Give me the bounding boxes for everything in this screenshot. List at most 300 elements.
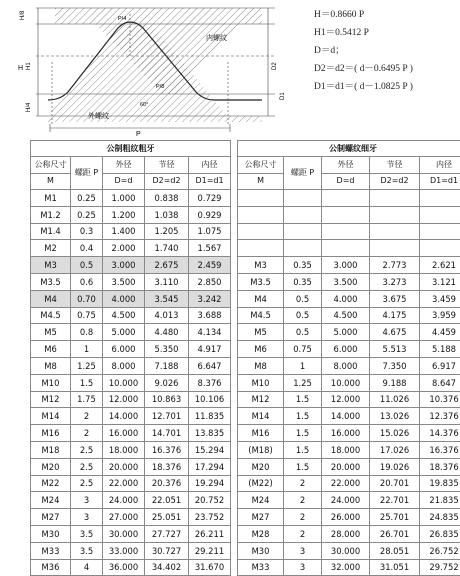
label-external-thread: 外螺纹: [88, 113, 109, 120]
table-cell: 28.051: [370, 542, 420, 559]
fine-col-major: 外径: [322, 157, 370, 174]
fine-table-title: 公制螺纹细牙: [238, 141, 460, 157]
table-cell: M1.2: [31, 206, 71, 223]
table-cell: 5.188: [420, 341, 460, 358]
table-cell: 5.000: [103, 324, 145, 341]
table-cell: 0.3: [71, 223, 103, 240]
table-cell: 10.000: [322, 374, 370, 391]
coarse-table-body: [31, 190, 231, 576]
table-cell: [322, 206, 370, 223]
table-cell: 19.835: [420, 475, 460, 492]
table-cell: 2.850: [189, 273, 231, 290]
table-cell: [370, 206, 420, 223]
col-pitch-diameter: 节径: [145, 157, 189, 174]
table-row: [238, 408, 460, 425]
table-cell: 23.752: [189, 509, 231, 526]
table-cell: M14: [31, 408, 71, 425]
table-row: [238, 290, 460, 307]
table-cell: 4.675: [370, 324, 420, 341]
table-row: [31, 341, 231, 358]
table-cell: 0.5: [284, 307, 322, 324]
col-minor: 内径: [189, 157, 231, 174]
table-cell: 4.917: [189, 341, 231, 358]
table-cell: 34.402: [145, 559, 189, 576]
table-cell: 4: [71, 559, 103, 576]
table-row: [238, 458, 460, 475]
table-cell: 1.25: [284, 374, 322, 391]
table-cell: 22.000: [322, 475, 370, 492]
table-row: [31, 509, 231, 526]
table-cell: M20: [31, 458, 71, 475]
table-cell: 1.400: [103, 223, 145, 240]
table-cell: 6.917: [420, 357, 460, 374]
label-d1: D1: [280, 92, 286, 100]
table-cell: [238, 206, 284, 223]
label-h-4-bottom: H/4: [26, 102, 32, 112]
table-cell: 3.000: [103, 257, 145, 274]
col-pitch-diameter-symbol: D2=d2: [145, 173, 189, 190]
table-cell: 4.500: [322, 307, 370, 324]
formula-list: [314, 6, 454, 96]
table-row: [238, 341, 460, 358]
table-cell: 3.545: [145, 290, 189, 307]
table-row: [31, 240, 231, 257]
col-major-symbol: D=d: [103, 173, 145, 190]
table-row: [31, 425, 231, 442]
table-cell: 2: [71, 425, 103, 442]
fine-col-pitch-diameter-symbol: D2=d2: [370, 173, 420, 190]
fine-col-minor: 内径: [420, 157, 460, 174]
table-row: [238, 273, 460, 290]
table-row: [238, 324, 460, 341]
table-cell: 33.000: [103, 542, 145, 559]
table-cell: 2: [284, 475, 322, 492]
table-cell: 3.110: [145, 273, 189, 290]
table-cell: 16.000: [103, 425, 145, 442]
table-cell: 32.000: [322, 559, 370, 576]
table-row: [31, 357, 231, 374]
table-cell: 16.000: [322, 425, 370, 442]
table-cell: 20.000: [103, 458, 145, 475]
table-cell: M27: [238, 509, 284, 526]
table-cell: 3.675: [370, 290, 420, 307]
table-cell: 24.835: [420, 509, 460, 526]
table-row: [31, 475, 231, 492]
table-row: [238, 509, 460, 526]
fine-col-size: 公称尺寸: [238, 157, 284, 174]
table-row: [238, 425, 460, 442]
table-cell: 1.740: [145, 240, 189, 257]
table-row: [238, 441, 460, 458]
table-cell: M14: [238, 408, 284, 425]
table-cell: M1.4: [31, 223, 71, 240]
table-cell: M4: [238, 290, 284, 307]
table-row: [31, 391, 231, 408]
table-cell: (M22): [238, 475, 284, 492]
table-cell: 3.242: [189, 290, 231, 307]
table-cell: 3: [71, 509, 103, 526]
table-cell: [420, 206, 460, 223]
table-row: [31, 324, 231, 341]
table-cell: 0.25: [71, 190, 103, 207]
table-cell: M33: [238, 559, 284, 576]
table-cell: M30: [31, 525, 71, 542]
table-cell: [322, 223, 370, 240]
table-cell: 1: [284, 357, 322, 374]
table-row: [31, 190, 231, 207]
table-cell: 2.675: [145, 257, 189, 274]
table-row: [238, 542, 460, 559]
table-cell: [322, 190, 370, 207]
col-size-symbol: M: [31, 173, 71, 190]
table-cell: 0.5: [284, 324, 322, 341]
table-cell: 26.752: [420, 542, 460, 559]
table-cell: 2.459: [189, 257, 231, 274]
table-cell: [420, 240, 460, 257]
table-row: [238, 475, 460, 492]
table-row: [238, 257, 460, 274]
table-cell: 24.000: [322, 492, 370, 509]
table-cell: 2.5: [71, 458, 103, 475]
table-cell: 28.000: [322, 525, 370, 542]
table-cell: 1.205: [145, 223, 189, 240]
table-cell: [370, 190, 420, 207]
table-cell: 26.000: [322, 509, 370, 526]
table-cell: 1.5: [284, 458, 322, 475]
table-row: [238, 374, 460, 391]
table-row: [31, 307, 231, 324]
table-cell: [238, 223, 284, 240]
fine-table-body: [238, 190, 460, 576]
table-cell: 0.70: [71, 290, 103, 307]
table-row: [31, 408, 231, 425]
table-cell: 2.773: [370, 257, 420, 274]
table-cell: 29.752: [420, 559, 460, 576]
table-cell: M24: [31, 492, 71, 509]
table-cell: M16: [238, 425, 284, 442]
table-cell: M33: [31, 542, 71, 559]
table-cell: 2.5: [71, 475, 103, 492]
table-cell: 3: [71, 492, 103, 509]
table-cell: M3: [31, 257, 71, 274]
table-cell: 7.188: [145, 357, 189, 374]
table-cell: M1: [31, 190, 71, 207]
formula-d1: D1＝d1＝( d－1.0825 P ): [314, 82, 413, 92]
table-cell: 18.000: [322, 441, 370, 458]
coarse-thread-table: [30, 140, 231, 576]
label-60deg: 60°: [140, 102, 149, 108]
table-cell: 3.459: [420, 290, 460, 307]
col-major: 外径: [103, 157, 145, 174]
table-cell: 3: [284, 559, 322, 576]
table-cell: 17.294: [189, 458, 231, 475]
table-cell: 36.000: [103, 559, 145, 576]
table-cell: M22: [31, 475, 71, 492]
table-row: [31, 559, 231, 576]
table-row: [31, 374, 231, 391]
table-cell: 17.026: [370, 441, 420, 458]
formula-d2: D2＝d2＝( d－0.6495 P ): [314, 64, 413, 74]
table-cell: 3.500: [103, 273, 145, 290]
table-cell: 29.211: [189, 542, 231, 559]
table-cell: M5: [31, 324, 71, 341]
table-cell: M20: [238, 458, 284, 475]
table-row: [238, 307, 460, 324]
table-cell: 2.5: [71, 441, 103, 458]
thread-tables: [30, 140, 460, 573]
table-cell: [284, 206, 322, 223]
table-cell: 0.35: [284, 257, 322, 274]
table-cell: 20.701: [370, 475, 420, 492]
table-cell: M2: [31, 240, 71, 257]
table-cell: M5: [238, 324, 284, 341]
table-cell: 6.000: [322, 341, 370, 358]
table-cell: 3.273: [370, 273, 420, 290]
table-cell: [420, 190, 460, 207]
table-row: [31, 223, 231, 240]
table-cell: [284, 223, 322, 240]
table-cell: 2: [71, 408, 103, 425]
table-cell: 26.211: [189, 525, 231, 542]
table-cell: 0.75: [71, 307, 103, 324]
table-cell: 14.000: [322, 408, 370, 425]
table-cell: 30.727: [145, 542, 189, 559]
table-cell: 19.026: [370, 458, 420, 475]
table-cell: 1.5: [284, 408, 322, 425]
table-cell: [238, 190, 284, 207]
table-cell: 12.701: [145, 408, 189, 425]
label-d2: D2: [272, 62, 278, 70]
table-row: [238, 492, 460, 509]
table-cell: M36: [31, 559, 71, 576]
table-cell: 2: [284, 509, 322, 526]
label-p4: P/4: [118, 16, 127, 22]
table-row: [238, 223, 460, 240]
table-cell: 12.000: [322, 391, 370, 408]
table-cell: 25.051: [145, 509, 189, 526]
table-cell: 25.701: [370, 509, 420, 526]
table-cell: 22.701: [370, 492, 420, 509]
table-cell: M4.5: [31, 307, 71, 324]
table-cell: 20.752: [189, 492, 231, 509]
table-cell: 18.376: [145, 458, 189, 475]
table-cell: 13.026: [370, 408, 420, 425]
fine-col-major-symbol: D=d: [322, 173, 370, 190]
table-row: [31, 206, 231, 223]
table-cell: 11.835: [189, 408, 231, 425]
table-cell: 0.5: [71, 257, 103, 274]
table-cell: M28: [238, 525, 284, 542]
table-cell: M27: [31, 509, 71, 526]
table-cell: 14.701: [145, 425, 189, 442]
table-cell: 0.35: [284, 273, 322, 290]
table-cell: M6: [238, 341, 284, 358]
table-cell: [420, 223, 460, 240]
table-cell: 16.376: [145, 441, 189, 458]
table-row: [238, 391, 460, 408]
table-cell: [284, 240, 322, 257]
table-cell: [370, 223, 420, 240]
table-cell: M3.5: [31, 273, 71, 290]
table-cell: [238, 240, 284, 257]
table-cell: 20.000: [322, 458, 370, 475]
table-cell: M4.5: [238, 307, 284, 324]
formula-h1: H1＝0.5412 P: [314, 28, 369, 38]
label-internal-thread: 内螺纹: [206, 35, 227, 42]
table-cell: M12: [31, 391, 71, 408]
table-row: [31, 290, 231, 307]
table-cell: 4.000: [322, 290, 370, 307]
col-minor-symbol: D1=d1: [189, 173, 231, 190]
table-cell: 0.8: [71, 324, 103, 341]
label-h1: H1: [26, 62, 32, 70]
table-cell: 12.000: [103, 391, 145, 408]
table-cell: 5.513: [370, 341, 420, 358]
table-cell: 0.75: [284, 341, 322, 358]
table-cell: 27.000: [103, 509, 145, 526]
coarse-table-title: 公制粗纹粗牙: [31, 141, 231, 157]
table-cell: 1.5: [284, 391, 322, 408]
table-cell: 3.121: [420, 273, 460, 290]
table-cell: 4.459: [420, 324, 460, 341]
table-cell: 15.026: [370, 425, 420, 442]
table-cell: 20.376: [145, 475, 189, 492]
fine-col-pitch: 螺距 P: [284, 157, 322, 190]
table-cell: 26.835: [420, 525, 460, 542]
table-cell: 2: [284, 525, 322, 542]
table-cell: 26.701: [370, 525, 420, 542]
table-cell: M8: [31, 357, 71, 374]
label-p8: P/8: [156, 84, 165, 90]
table-cell: 1: [71, 341, 103, 358]
col-size: 公称尺寸: [31, 157, 71, 174]
table-cell: 4.134: [189, 324, 231, 341]
table-cell: 1.5: [71, 374, 103, 391]
table-row: [31, 441, 231, 458]
table-cell: 0.838: [145, 190, 189, 207]
table-cell: [370, 240, 420, 257]
table-cell: 24.000: [103, 492, 145, 509]
table-cell: 10.376: [420, 391, 460, 408]
table-cell: 21.835: [420, 492, 460, 509]
table-row: [31, 273, 231, 290]
table-cell: 10.863: [145, 391, 189, 408]
table-row: [238, 206, 460, 223]
table-cell: 4.480: [145, 324, 189, 341]
table-cell: 18.000: [103, 441, 145, 458]
table-cell: 8.647: [420, 374, 460, 391]
table-cell: 14.376: [420, 425, 460, 442]
table-cell: 30.000: [103, 525, 145, 542]
table-cell: 31.670: [189, 559, 231, 576]
table-cell: 3.500: [322, 273, 370, 290]
table-row: [31, 458, 231, 475]
table-cell: 6.647: [189, 357, 231, 374]
label-h-8-top: H/8: [20, 10, 26, 20]
table-cell: 14.000: [103, 408, 145, 425]
table-cell: [322, 240, 370, 257]
table-cell: 22.000: [103, 475, 145, 492]
table-cell: 4.013: [145, 307, 189, 324]
table-row: [31, 525, 231, 542]
table-row: [238, 559, 460, 576]
col-pitch: 螺距 P: [71, 157, 103, 190]
table-cell: 2.000: [103, 240, 145, 257]
table-cell: M16: [31, 425, 71, 442]
fine-col-size-symbol: M: [238, 173, 284, 190]
table-cell: M24: [238, 492, 284, 509]
table-cell: M3: [238, 257, 284, 274]
table-cell: 3: [284, 542, 322, 559]
table-cell: 3.5: [71, 542, 103, 559]
table-row: [238, 357, 460, 374]
table-cell: M10: [31, 374, 71, 391]
table-cell: 1.200: [103, 206, 145, 223]
table-cell: 4.500: [103, 307, 145, 324]
table-cell: 6.000: [103, 341, 145, 358]
external-thread-hatch: [48, 24, 262, 122]
table-cell: 1.5: [284, 441, 322, 458]
table-cell: 1.5: [284, 425, 322, 442]
table-cell: 1.25: [71, 357, 103, 374]
table-cell: 30.000: [322, 542, 370, 559]
table-cell: 2: [284, 492, 322, 509]
table-cell: 3.5: [71, 525, 103, 542]
table-cell: 19.294: [189, 475, 231, 492]
table-cell: (M18): [238, 441, 284, 458]
table-cell: 8.000: [322, 357, 370, 374]
label-h: H: [18, 65, 24, 72]
fine-col-pitch-diameter: 节径: [370, 157, 420, 174]
table-cell: M30: [238, 542, 284, 559]
table-cell: 31.051: [370, 559, 420, 576]
fine-col-minor-symbol: D1=d1: [420, 173, 460, 190]
table-cell: 2.621: [420, 257, 460, 274]
table-cell: 1.075: [189, 223, 231, 240]
table-cell: M3.5: [238, 273, 284, 290]
table-cell: 13.835: [189, 425, 231, 442]
table-cell: 27.727: [145, 525, 189, 542]
table-cell: 9.026: [145, 374, 189, 391]
table-row: [238, 525, 460, 542]
table-cell: 0.25: [71, 206, 103, 223]
table-cell: M6: [31, 341, 71, 358]
table-cell: M4: [31, 290, 71, 307]
table-row: [31, 542, 231, 559]
table-row: [31, 257, 231, 274]
table-cell: 8.000: [103, 357, 145, 374]
table-cell: 3.688: [189, 307, 231, 324]
table-cell: [284, 190, 322, 207]
table-cell: M12: [238, 391, 284, 408]
table-cell: 5.350: [145, 341, 189, 358]
table-cell: 0.729: [189, 190, 231, 207]
formula-d: D＝d；: [314, 46, 345, 56]
table-cell: 5.000: [322, 324, 370, 341]
table-cell: 10.000: [103, 374, 145, 391]
table-cell: 1.038: [145, 206, 189, 223]
table-cell: 16.376: [420, 441, 460, 458]
fine-thread-table: [237, 140, 460, 576]
table-row: [238, 240, 460, 257]
table-cell: 0.5: [284, 290, 322, 307]
table-cell: 4.175: [370, 307, 420, 324]
table-cell: 15.294: [189, 441, 231, 458]
table-cell: 22.051: [145, 492, 189, 509]
table-row: [238, 190, 460, 207]
table-cell: 3.000: [322, 257, 370, 274]
table-cell: M18: [31, 441, 71, 458]
